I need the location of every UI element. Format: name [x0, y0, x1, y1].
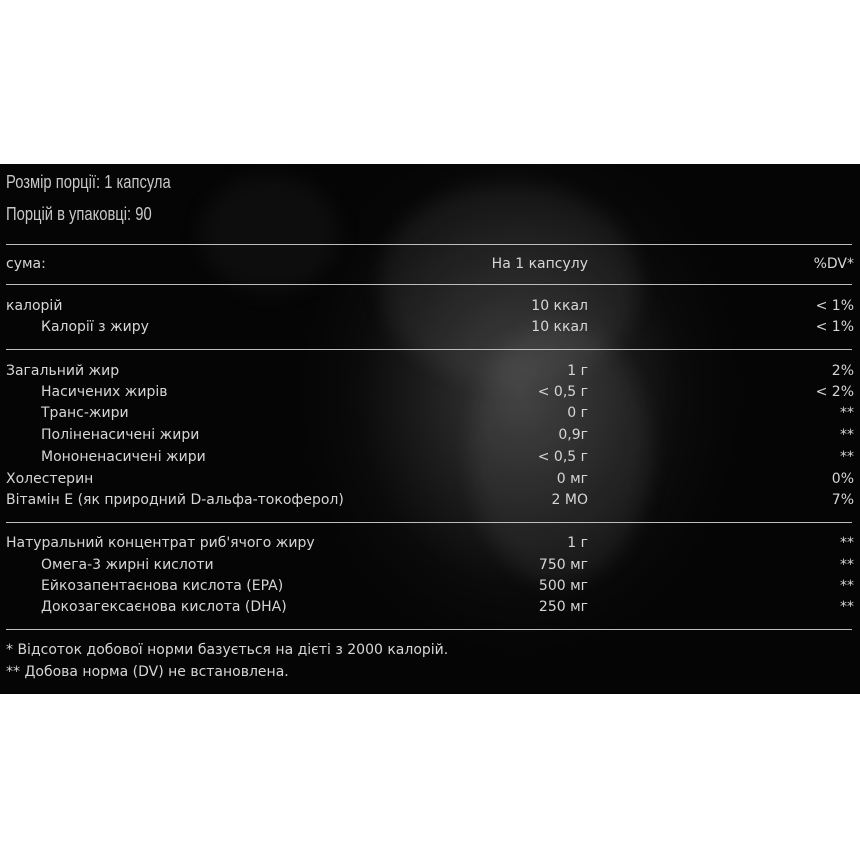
- table-row: [0, 361, 860, 382]
- nutrient-name: Загальний жир: [6, 363, 120, 379]
- nutrient-name: Калорії з жиру: [41, 319, 149, 335]
- table-row: [0, 533, 860, 554]
- nutrient-amount: 10 ккал: [531, 298, 588, 314]
- table-row: [0, 597, 860, 618]
- nutrient-dv: < 1%: [815, 319, 854, 335]
- nutrient-name: Докозагексаєнова кислота (DHA): [41, 599, 287, 615]
- nutrient-amount: 1 г: [567, 363, 588, 379]
- divider: [6, 629, 852, 630]
- divider: [6, 522, 852, 523]
- nutrient-amount: 500 мг: [538, 578, 588, 594]
- nutrient-name: Вітамін Е (як природний D-альфа-токоферол): [6, 492, 344, 508]
- nutrient-amount: 0 мг: [556, 471, 588, 487]
- nutrient-amount: 10 ккал: [531, 319, 588, 335]
- column-name-header: сума:: [6, 256, 46, 272]
- column-header-row: [0, 254, 860, 275]
- nutrient-name: Поліненасичені жири: [41, 427, 200, 443]
- nutrient-amount: 0 г: [567, 405, 588, 421]
- nutrient-dv: 2%: [831, 363, 854, 379]
- divider: [6, 284, 852, 285]
- column-dv-header: %DV*: [813, 256, 854, 272]
- table-row: [0, 469, 860, 490]
- nutrient-amount: 1 г: [567, 535, 588, 551]
- nutrient-dv: **: [840, 578, 854, 594]
- nutrient-dv: **: [840, 557, 854, 573]
- nutrient-name: Омега-3 жирні кислоти: [41, 557, 214, 573]
- serving-size: Розмір порції: 1 капсула: [6, 172, 171, 192]
- nutrient-dv: **: [840, 599, 854, 615]
- table-row: [0, 403, 860, 424]
- nutrient-dv: **: [840, 449, 854, 465]
- footnote-not-established: ** Добова норма (DV) не встановлена.: [6, 664, 289, 680]
- table-row: [0, 490, 860, 511]
- nutrient-name: Мононенасичені жири: [41, 449, 206, 465]
- nutrient-name: Насичених жирів: [41, 384, 168, 400]
- nutrient-dv: 0%: [831, 471, 854, 487]
- column-amount-header: На 1 капсулу: [491, 256, 588, 272]
- table-row: [0, 576, 860, 597]
- nutrient-name: Ейкозапентаєнова кислота (EPA): [41, 578, 284, 594]
- table-row: [0, 555, 860, 576]
- supplement-facts-content: [0, 164, 860, 694]
- nutrient-name: Натуральний концентрат риб'ячого жиру: [6, 535, 315, 551]
- table-row: [0, 447, 860, 468]
- table-row: [0, 425, 860, 446]
- nutrient-dv: **: [840, 405, 854, 421]
- divider: [6, 349, 852, 350]
- nutrient-amount: 750 мг: [538, 557, 588, 573]
- footnote-dv: * Відсоток добової норми базується на дієті з 2000 калорій.: [6, 642, 449, 658]
- nutrient-name: Холестерин: [6, 471, 94, 487]
- nutrient-amount: 2 МО: [551, 492, 588, 508]
- nutrient-dv: < 1%: [815, 298, 854, 314]
- nutrient-dv: **: [840, 535, 854, 551]
- nutrient-dv: **: [840, 427, 854, 443]
- nutrient-amount: 0,9г: [558, 427, 588, 443]
- nutrient-amount: < 0,5 г: [537, 449, 588, 465]
- table-row: [0, 296, 860, 317]
- nutrient-dv: 7%: [831, 492, 854, 508]
- table-row: [0, 382, 860, 403]
- nutrient-amount: < 0,5 г: [537, 384, 588, 400]
- nutrient-amount: 250 мг: [538, 599, 588, 615]
- table-row: [0, 317, 860, 338]
- supplement-facts-panel: [0, 164, 860, 694]
- servings-per-container: Порцій в упаковці: 90: [6, 204, 152, 224]
- divider: [6, 244, 852, 245]
- nutrient-name: Транс-жири: [41, 405, 129, 421]
- nutrient-name: калорій: [6, 298, 63, 314]
- nutrient-dv: < 2%: [815, 384, 854, 400]
